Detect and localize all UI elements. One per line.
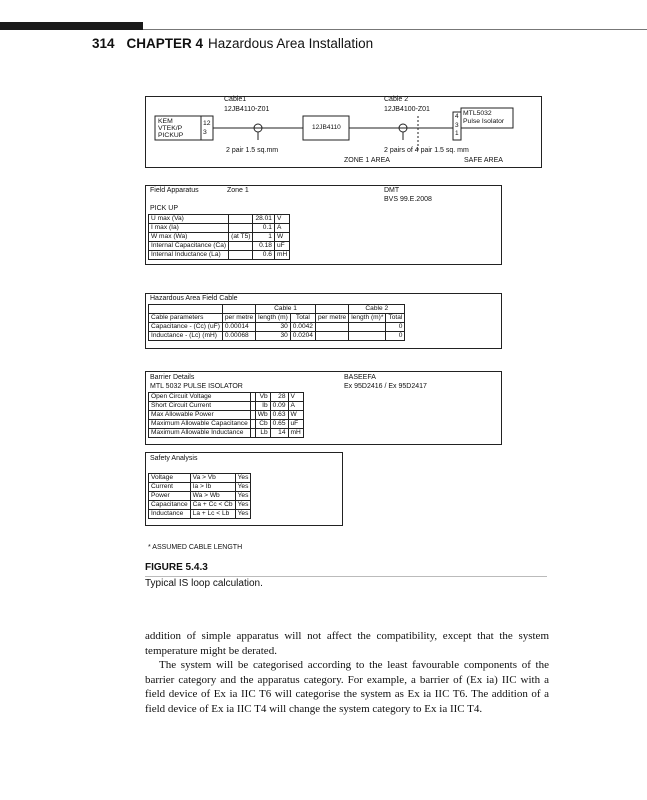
chapter-label: CHAPTER 4 (126, 36, 204, 51)
barrier-name: MTL 5032 PULSE ISOLATOR (150, 383, 243, 390)
zone-value: Zone 1 (227, 187, 249, 194)
table-row: Short Circuit Current Ib 0.09 A (149, 402, 304, 411)
cable1-name: Cable1 (224, 96, 247, 103)
table-row: Maximum Allowable Capacitance Cb 0.65 uF (149, 420, 304, 429)
paragraph: The system will be categorised according to the least favourable components of the barrier category and the apparatus category. For example, a barrier of (Ex ia) IIC with a field device of Ex ia IIC T6 will categorise the system as Ex ia IIC T6. The addition of a field device of Ex ia IIC T4 will change the system category to Ex ia IIC T4. (145, 659, 549, 715)
footnote: * ASSUMED CABLE LENGTH (148, 544, 243, 551)
pickup-label: KEM VTEK/P PICKUP (158, 118, 184, 139)
table-row: Inductance - (Lc) (mH) 0.00068 30 0.0204 0 (149, 332, 405, 341)
isolator-label: MTL5032 Pulse Isolator (463, 110, 505, 125)
zone-label: ZONE 1 AREA (344, 157, 390, 164)
table-row: U max (Va) 28.01 V (149, 215, 290, 224)
left-terminals: 12 3 (203, 120, 211, 136)
cable2-spec: 2 pairs of 4 pair 1.5 sq. mm (384, 147, 469, 154)
table-row: Max Allowable Power Wb 0.63 W (149, 411, 304, 420)
table-row: Open Circuit Voltage Vb 28 V (149, 393, 304, 402)
table-row: Cable parameters per metre length (m) Total per metre length (m)* Total (149, 314, 405, 323)
table-row: Voltage Va > Vb Yes (149, 474, 251, 483)
cable-parameters-table (148, 304, 405, 341)
cert-number: BVS 99.E.2008 (384, 196, 432, 203)
running-header (92, 36, 373, 51)
figure-caption: Typical IS loop calculation. (145, 578, 263, 589)
table-row: Capacitance - (Cc) (uF) 0.00014 30 0.0042 0 (149, 323, 405, 332)
cable-table-title: Hazardous Area Field Cable (150, 295, 238, 302)
table-row: I max (Ia) 0.1 A (149, 224, 290, 233)
right-terminals: 4 3 1 (455, 113, 459, 137)
table-row: Power Wa > Wb Yes (149, 492, 251, 501)
table-row: Inductance La + Lc < Lb Yes (149, 510, 251, 519)
safety-title: Safety Analysis (150, 455, 198, 462)
barrier-table (148, 392, 304, 438)
caption-rule (145, 576, 547, 577)
cable1-spec: 2 pair 1.5 sq.mm (226, 147, 279, 154)
field-apparatus-table (148, 214, 290, 260)
table-row: W max (Wa) (at T5) 1 W (149, 233, 290, 242)
figure-label: FIGURE 5.4.3 (145, 562, 208, 573)
table-row: Internal Inductance (La) 0.6 mH (149, 251, 290, 260)
table-row: Capacitance Ca + Cc < Cb Yes (149, 501, 251, 510)
table-row: Maximum Allowable Inductance Lb 14 mH (149, 429, 304, 438)
barrier-cert-number: Ex 95D2416 / Ex 95D2417 (344, 383, 427, 390)
safe-area-label: SAFE AREA (464, 157, 503, 164)
device-name: PICK UP (150, 205, 179, 212)
page-number: 314 (92, 36, 115, 51)
cert-body: DMT (384, 187, 400, 194)
safety-table (148, 473, 251, 519)
table-row: Cable 1 Cable 2 (149, 305, 405, 314)
body-text (145, 629, 549, 716)
paragraph: addition of simple apparatus will not affect the compatibility, except that the system temperature might be derated. (145, 630, 549, 657)
field-apparatus-label: Field Apparatus (150, 187, 199, 194)
table-row: Internal Capacitance (Ca) 0.18 uF (149, 242, 290, 251)
cable1-id: 12JB4110-Z01 (224, 106, 270, 113)
junction-box-label: 12JB4110 (312, 124, 341, 131)
barrier-label: Barrier Details (150, 374, 195, 381)
header-bar (0, 22, 143, 30)
barrier-cert-body: BASEEFA (344, 374, 376, 381)
table-row: Current Ia > Ib Yes (149, 483, 251, 492)
cable2-id: 12JB4100-Z01 (384, 106, 430, 113)
cable2-name: Cable 2 (384, 96, 409, 103)
chapter-title: Hazardous Area Installation (208, 36, 374, 51)
header-rule (143, 29, 647, 30)
